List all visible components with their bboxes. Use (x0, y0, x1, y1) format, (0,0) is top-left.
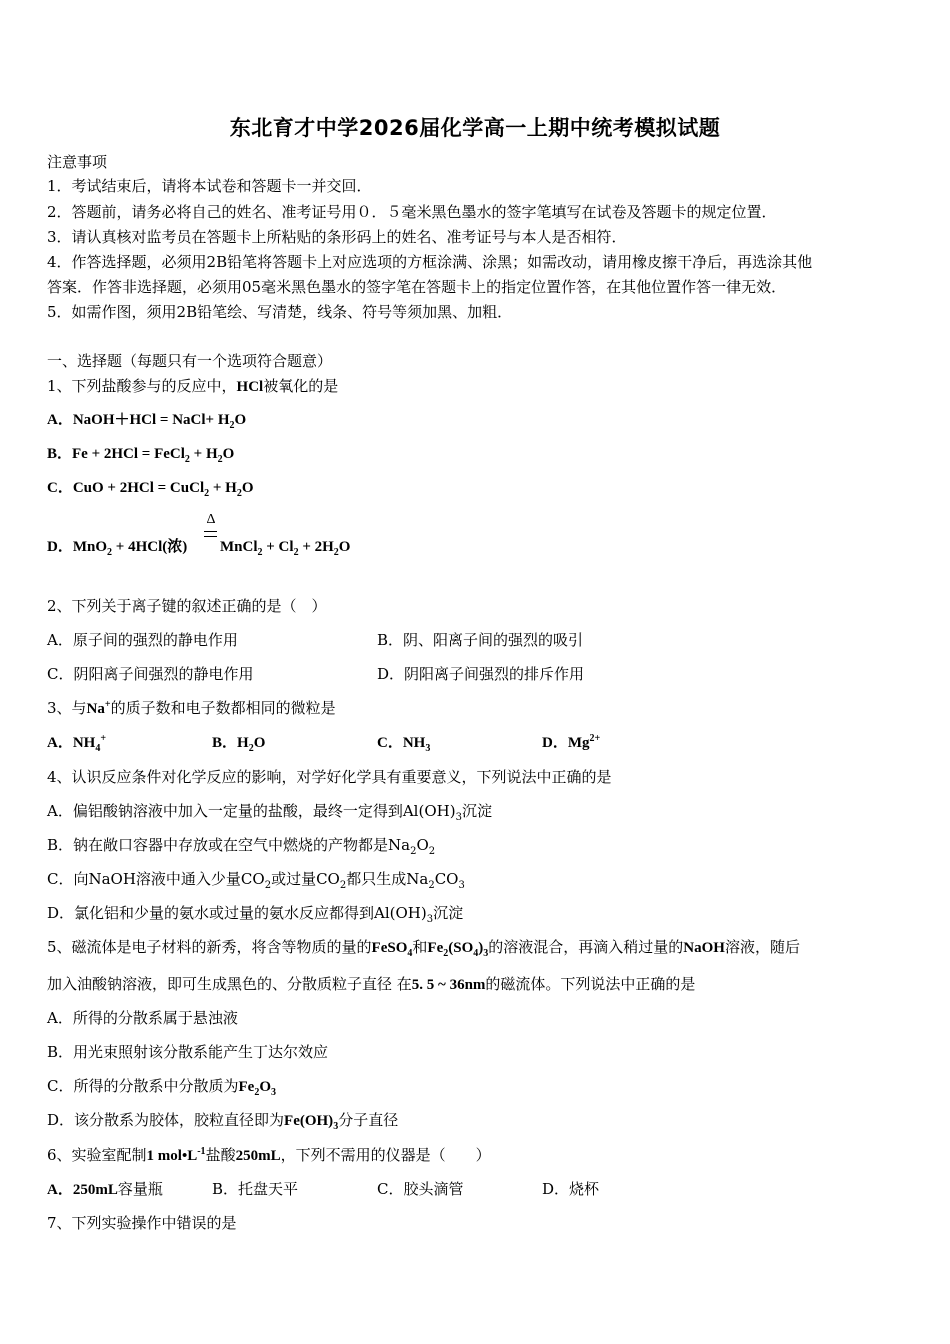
note-item: 1．考试结束后，请将本试卷和答题卡一并交回． (47, 177, 372, 195)
question-1-stem (47, 376, 338, 397)
option-a: A．250mL容量瓶 (47, 1180, 163, 1198)
option-a: A．NaOH＋HCl = NaCl+ $H_2O$ (47, 412, 247, 431)
option-a: A．原子间的强烈的静电作用 (47, 631, 238, 649)
option-d: D．阴阳离子间强烈的排斥作用 (377, 665, 585, 683)
option-b: B．$H_2O$ (212, 735, 266, 754)
option-d: D．MnO$_2$ + 4HCl(浓) (47, 539, 188, 558)
stem-formula: HCl (236, 379, 264, 395)
heating-condition: Δ (206, 512, 216, 527)
note-item: 4．作答选择题，必须用2B铅笔将答题卡上对应选项的方框涂满、涂黑；如需改动，请用橡皮擦干净后，再选涂其他 (47, 253, 813, 271)
note-item: 答案．作答非选择题，必须用05毫米黑色墨水的签字笔在答题卡上的指定位置作答，在其他位置作答一律无效． (47, 278, 787, 296)
option-b: B．用光束照射该分散系能产生丁达尔效应 (47, 1043, 329, 1061)
option-a: A．所得的分散系属于悬浊液 (47, 1009, 238, 1027)
note-item: 5．如需作图，须用2B铅笔绘、写清楚，线条、符号等须加黑、加粗． (47, 303, 513, 321)
question-3-stem: 3、与Na+的质子数和电子数都相同的微粒是 (47, 699, 336, 717)
page-title: 东北育才中学2026届化学高一上期中统考模拟试题 (229, 116, 721, 140)
option-b: B．托盘天平 (212, 1180, 299, 1198)
notes-heading: 注意事项 (47, 153, 108, 171)
option-d-products: MnCl$_2$ + $Cl_2 + 2H_2O$ (220, 539, 351, 558)
option-c: C．$NH_3$ (377, 735, 431, 754)
equals-sign (204, 531, 217, 537)
option-a: A．偏铝酸钠溶液中加入一定量的盐酸，最终一定得到$Al(OH)_3$沉淀 (47, 802, 492, 823)
option-b: B．Fe + 2HCl = FeCl$_2$ + $H_2O$ (47, 446, 235, 465)
question-7-stem: 7、下列实验操作中错误的是 (47, 1214, 237, 1232)
option-d: D．烧杯 (542, 1180, 600, 1198)
question-4-stem: 4、认识反应条件对化学反应的影响，对学好化学具有重要意义，下列说法中正确的是 (47, 768, 612, 786)
option-d: D．氯化铝和少量的氨水或过量的氨水反应都得到$Al(OH)_3$沉淀 (47, 904, 464, 925)
option-a: A．$NH_4^+$ (47, 733, 107, 754)
option-c: C．阴阳离子间强烈的静电作用 (47, 665, 254, 683)
option-c: C．向NaOH溶液中通入少量$CO_2$或过量$CO_2$都只生成$Na_2CO_3$ (47, 870, 465, 891)
option-c: C．所得的分散系中分散质为$Fe_2O_3$ (47, 1077, 276, 1098)
stem-text: 1、下列盐酸参与的反应中， (47, 377, 237, 395)
stem-text: 被氧化的是 (263, 377, 339, 395)
option-c: C．胶头滴管 (377, 1180, 464, 1198)
section-heading: 一、选择题（每题只有一个选项符合题意） (47, 352, 333, 370)
question-5-stem-line1: 5、磁流体是电子材料的新秀，将含等物质的量的FeSO$_4$和$Fe_2(SO_4)_3$的溶液混合，再滴入稍过量的NaOH溶液，随后 (47, 938, 800, 959)
option-b: B．钠在敞口容器中存放或在空气中燃烧的产物都是$Na_2O_2$ (47, 836, 436, 857)
option-b: B．阴、阳离子间的强烈的吸引 (377, 631, 584, 649)
question-6-stem: 6、实验室配制1 $mol•L^{-1}$盐酸250mL，下列不需用的仪器是（ ） (47, 1146, 491, 1164)
option-c: C．CuO + 2HCl = CuCl$_2$ + $H_2O$ (47, 480, 254, 499)
option-d: D．该分散系为胶体，胶粒直径即为$Fe(OH)_3$分子直径 (47, 1111, 399, 1132)
note-item: 3．请认真核对监考员在答题卡上所粘贴的条形码上的姓名、准考证号与本人是否相符． (47, 228, 627, 246)
question-2-stem: 2、下列关于离子键的叙述正确的是（ ） (47, 597, 327, 615)
option-d: D．$Mg^{2+}$ (542, 733, 601, 751)
note-item: 2．答题前，请务必将自己的姓名、准考证号用０．５毫米黑色墨水的签字笔填写在试卷及答题卡的规定位置． (47, 203, 777, 221)
question-5-stem-line2: 加入油酸钠溶液，即可生成黑色的、分散质粒子直径 在5. 5 ~ 36nm的磁流体。下列说法中正确的是 (47, 975, 696, 993)
